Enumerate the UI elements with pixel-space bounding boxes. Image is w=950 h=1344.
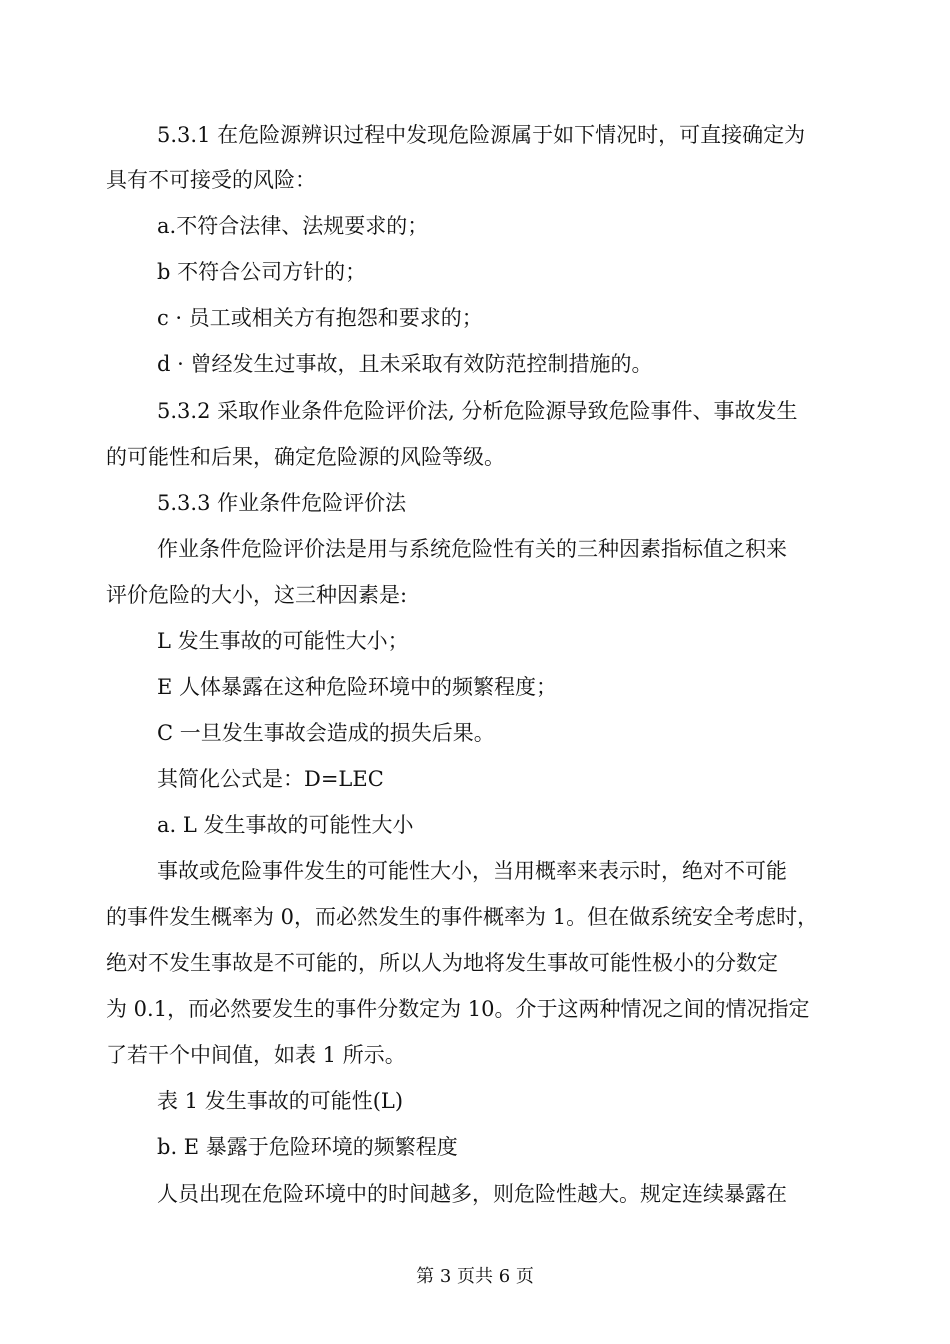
paragraph-line: 5.3.2 采取作业条件危险评价法, 分析危险源导致危险事件、事故发生 (157, 399, 798, 423)
paragraph-line: 事故或危险事件发生的可能性大小，当用概率来表示时，绝对不可能 (157, 859, 787, 883)
paragraph-line: 具有不可接受的风险： (106, 168, 316, 192)
paragraph-line: 人员出现在危险环境中的时间越多，则危险性越大。规定连续暴露在 (157, 1182, 787, 1206)
list-item-line: C 一旦发生事故会造成的损失后果。 (157, 721, 495, 745)
paragraph-line: 5.3.1 在危险源辨识过程中发现危险源属于如下情况时，可直接确定为 (157, 123, 806, 147)
subsection-heading: a. L 发生事故的可能性大小 (157, 813, 414, 837)
list-item-line: b 不符合公司方针的； (157, 260, 367, 284)
paragraph-line: 了若干个中间值，如表 1 所示。 (106, 1043, 406, 1067)
table-caption: 表 1 发生事故的可能性(L) (157, 1089, 404, 1113)
list-item-line: L 发生事故的可能性大小； (157, 629, 409, 653)
list-item-line: E 人体暴露在这种危险环境中的频繁程度； (157, 675, 558, 699)
paragraph-line: 作业条件危险评价法是用与系统危险性有关的三种因素指标值之积来 (157, 537, 787, 561)
paragraph-line: 评价危险的大小，这三种因素是: (106, 583, 408, 607)
paragraph-line: 为 0.1，而必然要发生的事件分数定为 10。介于这两种情况之间的情况指定 (106, 997, 810, 1021)
list-item-line: c · 员工或相关方有抱怨和要求的； (157, 306, 483, 330)
formula-line: 其简化公式是：D=LEC (157, 767, 384, 791)
list-item-line: d · 曾经发生过事故，且未采取有效防范控制措施的。 (157, 352, 653, 376)
page-number-footer: 第 3 页共 6 页 (416, 1266, 534, 1287)
subsection-heading: b. E 暴露于危险环境的频繁程度 (157, 1135, 458, 1159)
paragraph-line: 的可能性和后果，确定危险源的风险等级。 (106, 445, 505, 469)
paragraph-line: 绝对不发生事故是不可能的，所以人为地将发生事故可能性极小的分数定 (106, 951, 778, 975)
list-item-line: a.不符合法律、法规要求的； (157, 214, 429, 238)
paragraph-line: 的事件发生概率为 0，而必然发生的事件概率为 1。但在做系统安全考虑时， (106, 905, 819, 929)
section-heading: 5.3.3 作业条件危险评价法 (157, 491, 407, 515)
